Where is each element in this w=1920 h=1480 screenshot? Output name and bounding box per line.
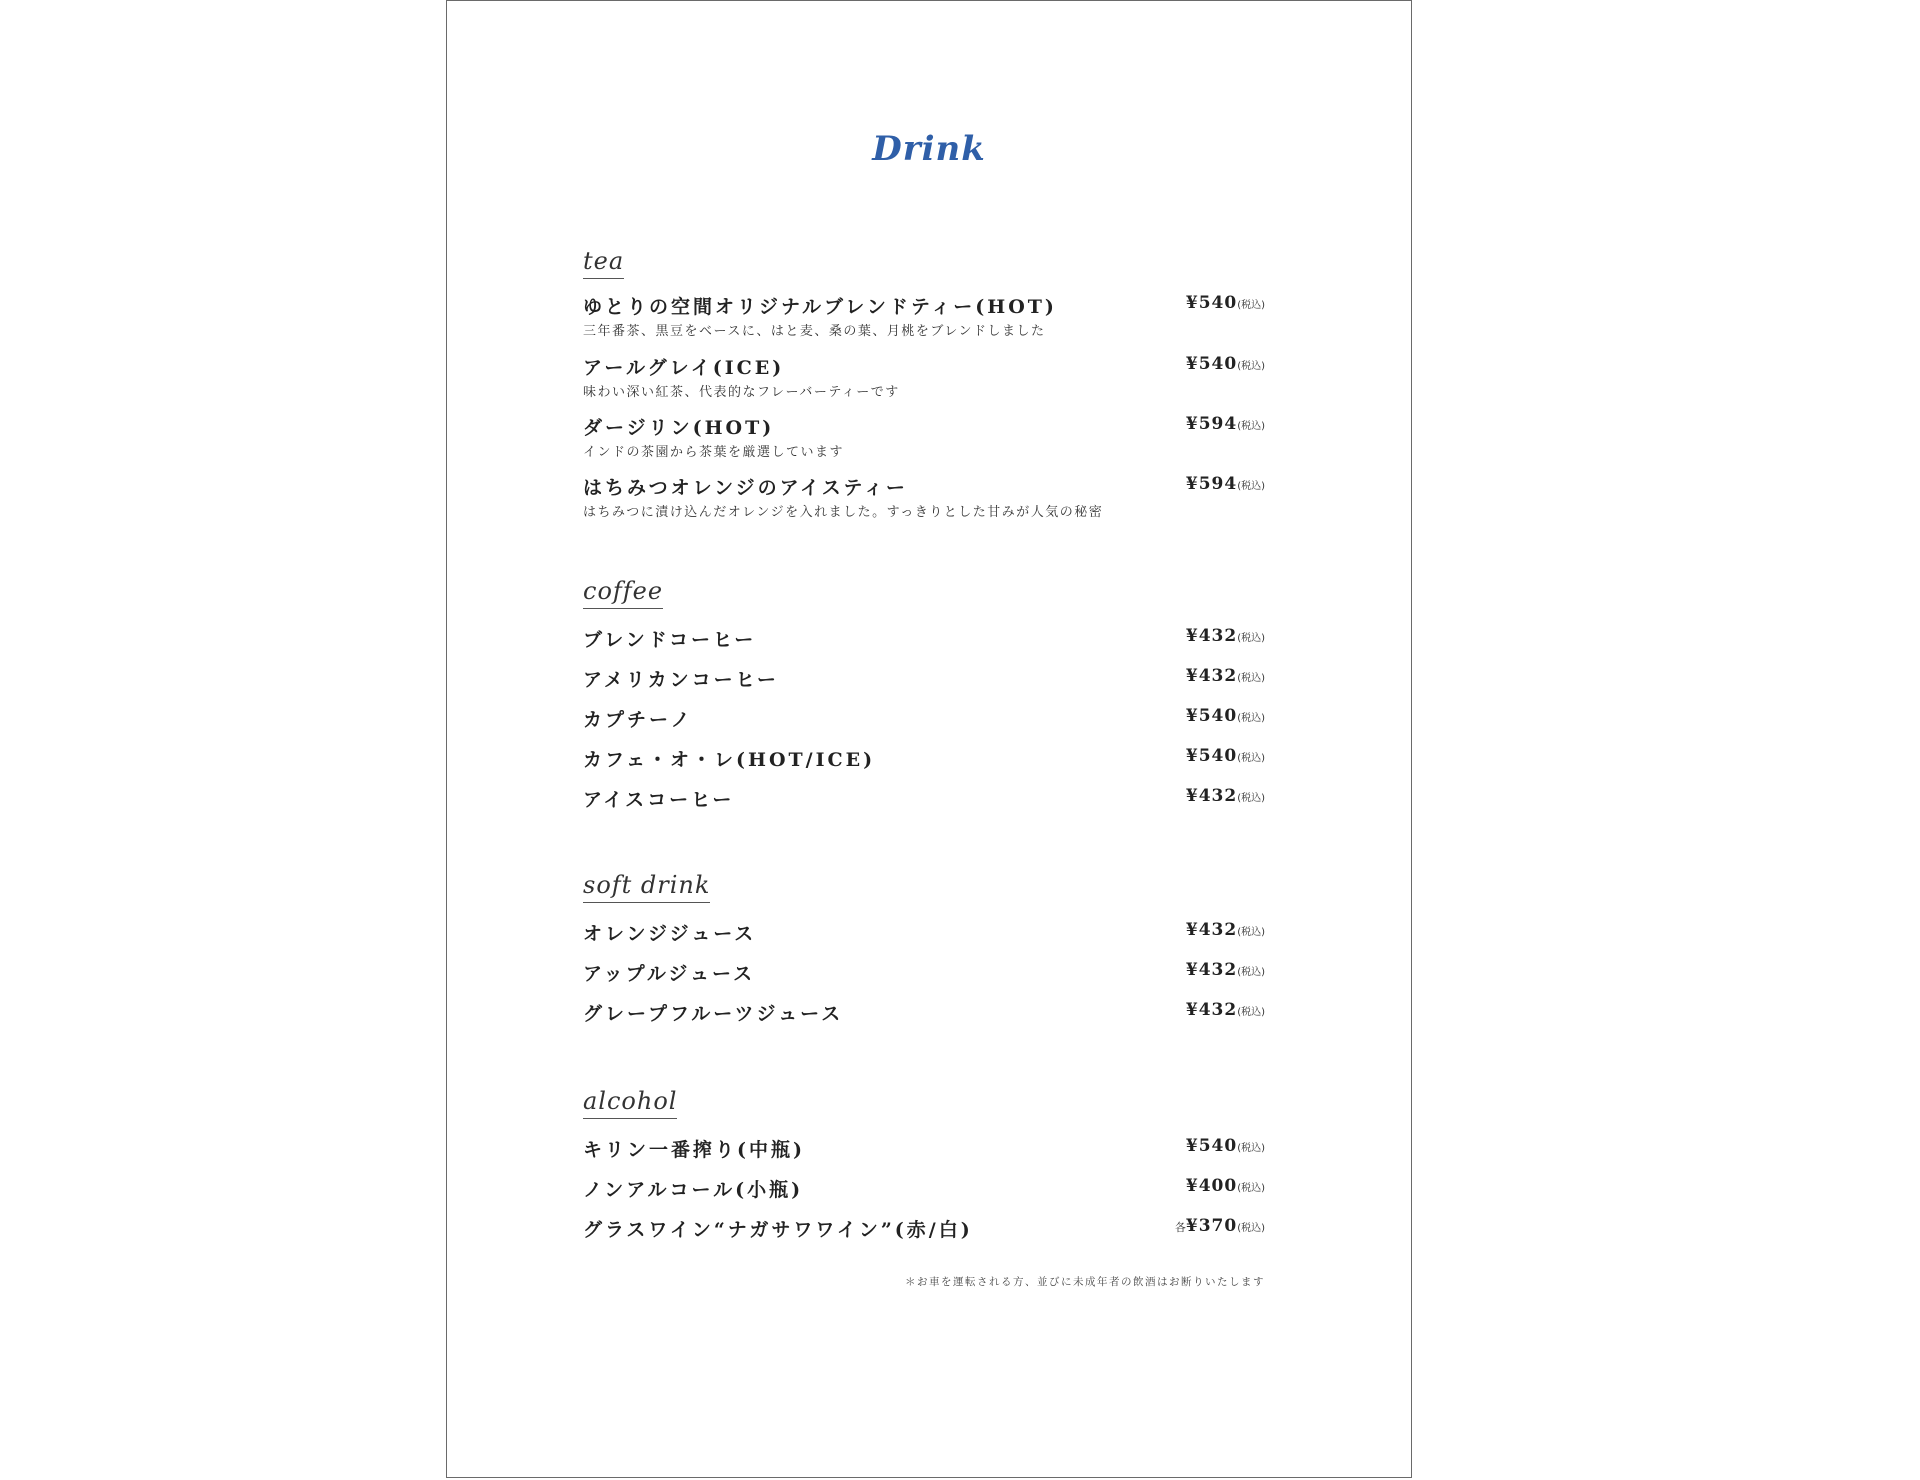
item-price <box>1186 706 1265 726</box>
section-heading: alcohol <box>583 1087 677 1119</box>
section-heading: soft drink <box>583 871 710 903</box>
section-heading: tea <box>583 247 624 279</box>
tax-label: (税込) <box>1237 633 1265 644</box>
tax-label: (税込) <box>1237 481 1265 492</box>
tax-label: (税込) <box>1237 967 1265 978</box>
tax-label: (税込) <box>1237 361 1265 372</box>
item-name: ゆとりの空間オリジナルブレンドティー(HOT) <box>583 296 1057 318</box>
item-description: インドの茶園から茶葉を厳選しています <box>583 445 845 460</box>
item-price <box>1186 626 1265 646</box>
price-value: ¥432 <box>1185 960 1238 980</box>
tax-label: (税込) <box>1237 713 1265 724</box>
item-name: ダージリン(HOT) <box>583 417 775 439</box>
item-name: アールグレイ(ICE) <box>583 357 785 379</box>
price-value: ¥594 <box>1185 414 1238 434</box>
item-price <box>1186 293 1265 313</box>
item-name: グレープフルーツジュース <box>583 1003 844 1025</box>
item-name: カプチーノ <box>583 709 693 731</box>
item-name: アップルジュース <box>583 963 756 985</box>
item-name: アメリカンコーヒー <box>583 669 779 691</box>
item-price <box>1186 960 1265 980</box>
price-value: ¥400 <box>1185 1176 1238 1196</box>
tax-label: (税込) <box>1237 753 1265 764</box>
tax-label: (税込) <box>1237 1183 1265 1194</box>
item-price <box>1186 1136 1265 1156</box>
price-value: ¥432 <box>1185 626 1238 646</box>
item-price <box>1186 666 1265 686</box>
section-heading: coffee <box>583 577 663 609</box>
item-name: カフェ・オ・レ(HOT/ICE) <box>583 749 876 771</box>
price-value: ¥540 <box>1185 1136 1238 1156</box>
price-value: ¥540 <box>1185 293 1238 313</box>
tax-label: (税込) <box>1237 421 1265 432</box>
item-name: グラスワイン“ナガサワワイン”(赤/白) <box>583 1219 973 1241</box>
menu-page <box>446 0 1412 1478</box>
item-price <box>1186 414 1265 434</box>
price-value: ¥594 <box>1185 474 1238 494</box>
item-description: はちみつに漬け込んだオレンジを入れました。すっきりとした甘みが人気の秘密 <box>583 505 1104 520</box>
item-price <box>1186 746 1265 766</box>
tax-label: (税込) <box>1237 300 1265 311</box>
tax-label: (税込) <box>1237 1143 1265 1154</box>
item-description: 三年番茶、黒豆をベースに、はと麦、桑の葉、月桃をブレンドしました <box>583 324 1046 339</box>
price-value: ¥540 <box>1185 706 1238 726</box>
item-price <box>1186 354 1265 374</box>
tax-label: (税込) <box>1237 1223 1265 1234</box>
item-price <box>1186 920 1265 940</box>
price-prefix: 各 <box>1174 1221 1186 1234</box>
price-value: ¥370 <box>1185 1216 1238 1236</box>
tax-label: (税込) <box>1237 673 1265 684</box>
item-name: オレンジジュース <box>583 923 757 945</box>
tax-label: (税込) <box>1237 927 1265 938</box>
item-price <box>1186 1176 1265 1196</box>
item-price <box>1175 1216 1265 1236</box>
price-value: ¥540 <box>1185 354 1238 374</box>
price-value: ¥432 <box>1185 1000 1238 1020</box>
price-value: ¥432 <box>1185 920 1238 940</box>
item-name: はちみつオレンジのアイスティー <box>583 477 908 499</box>
menu-title: Drink <box>872 129 986 169</box>
item-name: ノンアルコール(小瓶) <box>583 1179 804 1201</box>
footnote: ＊お車を運転される方、並びに未成年者の飲酒はお断りいたします <box>905 1276 1265 1288</box>
item-description: 味わい深い紅茶、代表的なフレーバーティーです <box>583 385 900 400</box>
tax-label: (税込) <box>1237 1007 1265 1018</box>
item-price <box>1186 474 1265 494</box>
price-value: ¥432 <box>1185 786 1238 806</box>
tax-label: (税込) <box>1237 793 1265 804</box>
price-value: ¥540 <box>1185 746 1238 766</box>
item-price <box>1186 786 1265 806</box>
item-price <box>1186 1000 1265 1020</box>
item-name: キリン一番搾り(中瓶) <box>583 1139 805 1161</box>
item-name: アイスコーヒー <box>583 789 735 811</box>
price-value: ¥432 <box>1185 666 1238 686</box>
item-name: ブレンドコーヒー <box>583 629 757 651</box>
